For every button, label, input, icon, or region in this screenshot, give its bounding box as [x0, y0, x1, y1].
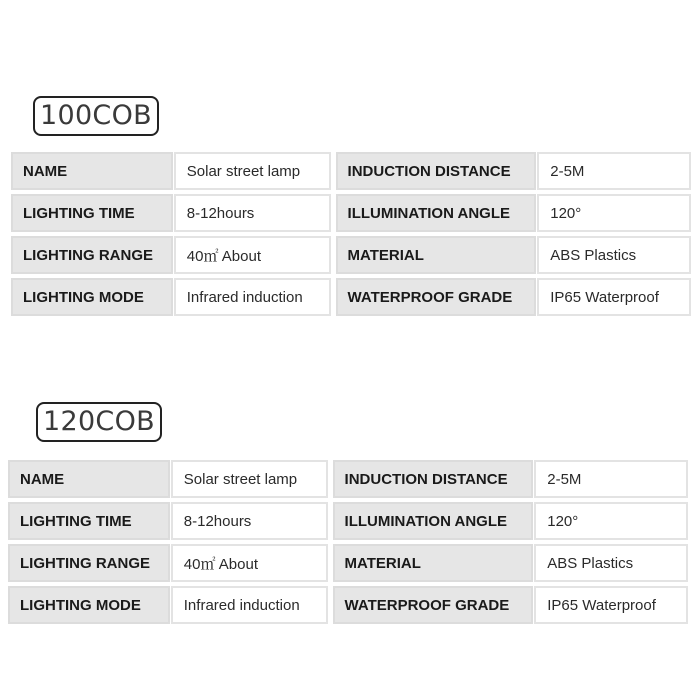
spec-label: INDUCTION DISTANCE — [336, 152, 537, 190]
spec-label: LIGHTING TIME — [8, 502, 170, 540]
spec-value: IP65 Waterproof — [537, 278, 691, 316]
table-row — [11, 194, 691, 232]
spec-label: WATERPROOF GRADE — [333, 586, 534, 624]
spec-value: Solar street lamp — [171, 460, 328, 498]
spec-value: 120° — [537, 194, 691, 232]
spec-value: 2-5M — [537, 152, 691, 190]
spec-table — [8, 460, 688, 628]
spec-label: ILLUMINATION ANGLE — [336, 194, 537, 232]
spec-value: 2-5M — [534, 460, 688, 498]
table-row — [8, 586, 688, 624]
spec-label: NAME — [11, 152, 173, 190]
spec-label: INDUCTION DISTANCE — [333, 460, 534, 498]
spec-value: IP65 Waterproof — [534, 586, 688, 624]
table-row — [11, 236, 691, 274]
spec-label: LIGHTING RANGE — [8, 544, 170, 582]
table-row — [11, 278, 691, 316]
spec-label: MATERIAL — [333, 544, 534, 582]
spec-label: LIGHTING TIME — [11, 194, 173, 232]
spec-value: 8-12hours — [174, 194, 331, 232]
spec-label: NAME — [8, 460, 170, 498]
spec-value: ABS Plastics — [534, 544, 688, 582]
table-row — [8, 544, 688, 582]
spec-label: ILLUMINATION ANGLE — [333, 502, 534, 540]
spec-label: LIGHTING MODE — [8, 586, 170, 624]
model-label: 120COB — [36, 402, 162, 442]
spec-value: 120° — [534, 502, 688, 540]
spec-label: LIGHTING MODE — [11, 278, 173, 316]
spec-value: 40㎡ About — [174, 236, 331, 274]
spec-table — [11, 152, 691, 320]
spec-label: MATERIAL — [336, 236, 537, 274]
spec-value: Infrared induction — [174, 278, 331, 316]
table-row — [8, 460, 688, 498]
spec-value: Infrared induction — [171, 586, 328, 624]
spec-value: ABS Plastics — [537, 236, 691, 274]
spec-value: 40㎡ About — [171, 544, 328, 582]
spec-value: 8-12hours — [171, 502, 328, 540]
spec-label: WATERPROOF GRADE — [336, 278, 537, 316]
table-row — [11, 152, 691, 190]
spec-label: LIGHTING RANGE — [11, 236, 173, 274]
table-row — [8, 502, 688, 540]
model-label: 100COB — [33, 96, 159, 136]
spec-value: Solar street lamp — [174, 152, 331, 190]
